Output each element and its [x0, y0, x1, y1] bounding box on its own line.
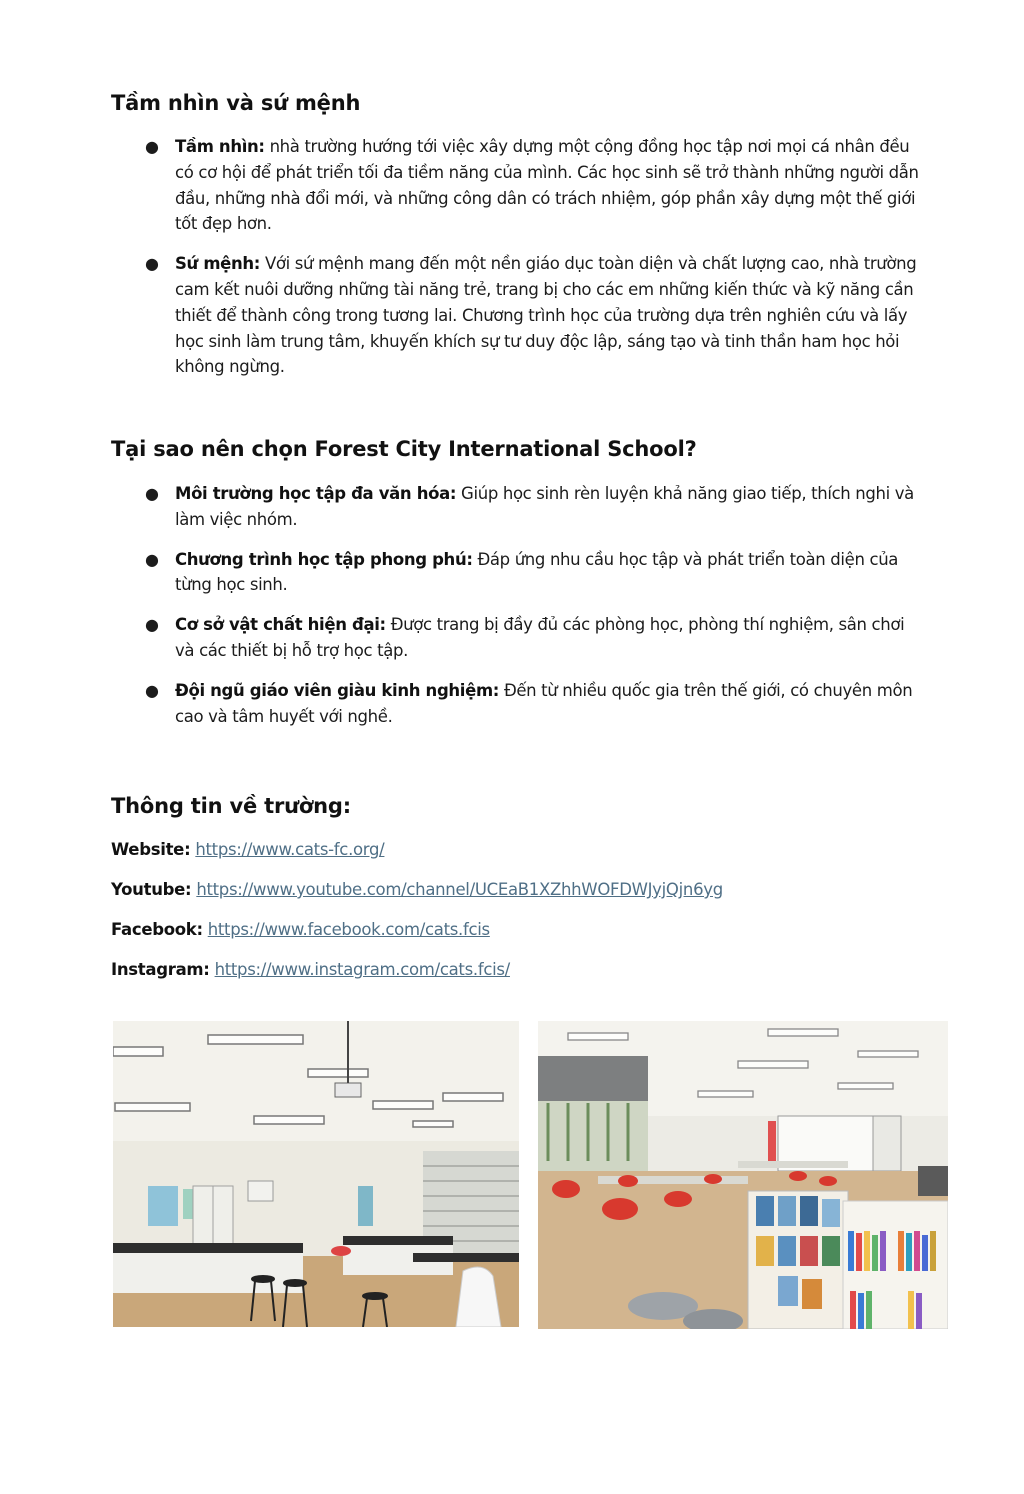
- bullet-icon: ●: [145, 484, 159, 503]
- info-label: Instagram:: [111, 960, 210, 979]
- item-text: Được trang bị đầy đủ các phòng học, phòng thí nghiệm, sân chơi và các thiết bị hỗ trợ học tập.: [175, 615, 905, 660]
- heading-vision-mission: Tầm nhìn và sứ mệnh: [111, 91, 361, 115]
- item-text: Đến từ nhiều quốc gia trên thế giới, có chuyên môn cao và tâm huyết với nghề.: [175, 680, 913, 726]
- list-item: [111, 251, 921, 380]
- classroom-library-photo: [538, 1021, 948, 1329]
- item-text: nhà trường hướng tới việc xây dựng một cộng đồng học tập nơi mọi cá nhân đều có cơ hội để phát triển tối đa tiềm năng của mình. Các học sinh sẽ trở thành những người dẫn đầu, những nhà đổi mới, và những công dân có trách nhiệm, góp phần xây dựng một thế giới tốt đẹp hơn.: [175, 137, 919, 234]
- why-choose-list: [111, 481, 921, 729]
- list-item: [111, 678, 921, 730]
- website-link[interactable]: https://www.cats-fc.org/: [195, 840, 385, 859]
- item-label: Môi trường học tập đa văn hóa:: [175, 484, 457, 503]
- item-text: Với sứ mệnh mang đến một nền giáo dục toàn diện và chất lượng cao, nhà trường cam kết nuôi dưỡng những tài năng trẻ, trang bị cho các em những kiến thức và kỹ năng cần thiết để thành công trong tương lai. Chương trình học của trường dựa trên nghiên cứu và lấy học sinh làm trung tâm, khuyến khích sự tư duy độc lập, sáng tạo và tinh thần ham học hỏi không ngừng.: [175, 254, 917, 377]
- info-facebook: [111, 920, 490, 939]
- bullet-icon: ●: [145, 254, 159, 274]
- list-item: [111, 547, 921, 599]
- info-youtube: [111, 880, 723, 899]
- list-item: [111, 481, 921, 533]
- vision-mission-list: [111, 134, 921, 380]
- bullet-icon: ●: [145, 615, 159, 635]
- bullet-icon: ●: [145, 680, 159, 700]
- info-label: Facebook:: [111, 920, 203, 939]
- youtube-link[interactable]: https://www.youtube.com/channel/UCEaB1XZhhWOFDWJyjQjn6yg: [196, 880, 723, 899]
- facebook-link[interactable]: https://www.facebook.com/cats.fcis: [207, 920, 490, 939]
- science-lab-photo: [113, 1021, 519, 1327]
- item-label: Cơ sở vật chất hiện đại:: [175, 615, 386, 635]
- list-item: [111, 612, 921, 664]
- item-text: Đáp ứng nhu cầu học tập và phát triển toàn diện của từng học sinh.: [175, 549, 899, 595]
- info-label: Website:: [111, 840, 191, 859]
- item-label: Sứ mệnh:: [175, 254, 261, 274]
- heading-why-choose: Tại sao nên chọn Forest City International School?: [111, 437, 697, 461]
- item-text: Giúp học sinh rèn luyện khả năng giao tiếp, thích nghi và làm việc nhóm.: [175, 484, 914, 529]
- heading-school-info: Thông tin về trường:: [111, 794, 351, 818]
- item-label: Đội ngũ giáo viên giàu kinh nghiệm:: [175, 680, 500, 700]
- info-website: [111, 840, 384, 859]
- bullet-icon: ●: [145, 137, 159, 156]
- bullet-icon: ●: [145, 549, 159, 569]
- info-instagram: [111, 960, 510, 979]
- info-label: Youtube:: [111, 880, 192, 899]
- list-item: [111, 134, 921, 237]
- item-label: Tầm nhìn:: [175, 137, 265, 156]
- item-label: Chương trình học tập phong phú:: [175, 549, 473, 569]
- instagram-link[interactable]: https://www.instagram.com/cats.fcis/: [214, 960, 510, 979]
